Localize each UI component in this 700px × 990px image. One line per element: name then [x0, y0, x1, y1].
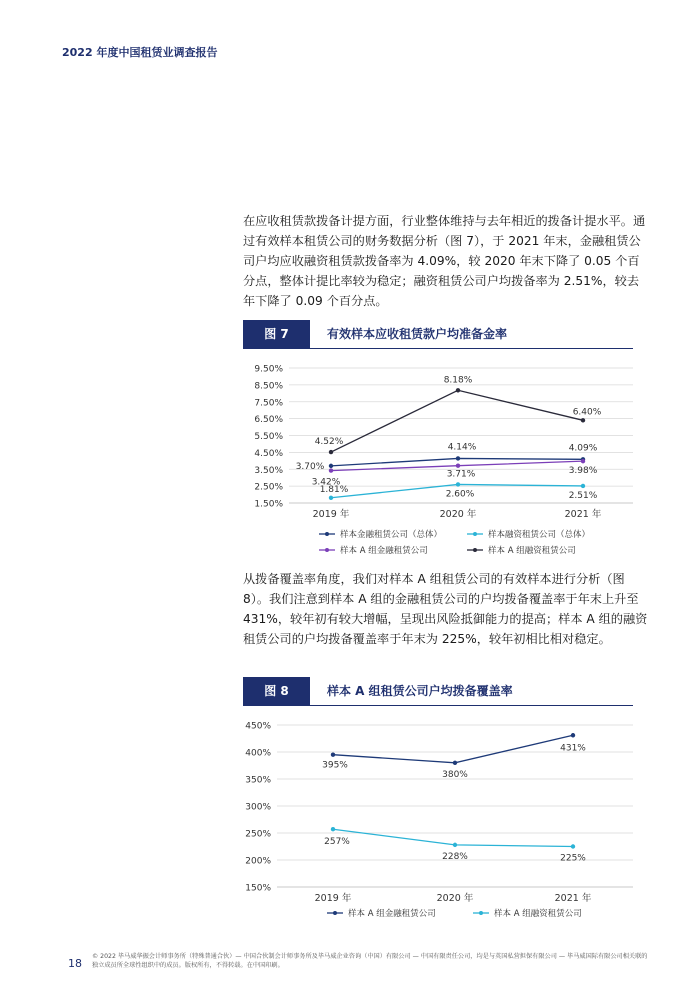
data-point: [329, 450, 333, 454]
y-tick-label: 300%: [245, 802, 271, 813]
data-point: [453, 843, 457, 847]
figure-8-header: [243, 677, 633, 706]
chart-coverage-ratio: [243, 713, 643, 928]
data-label: 6.40%: [572, 407, 602, 418]
data-label: 4.14%: [447, 442, 477, 453]
data-point: [456, 464, 460, 468]
data-label: 380%: [442, 769, 468, 780]
figure-7-badge: 图 7: [243, 320, 310, 348]
legend-label: 样本金融租赁公司（总体）: [340, 530, 443, 541]
legend-label: 样本 A 组融资租赁公司: [494, 909, 582, 920]
y-tick-label: 450%: [245, 721, 271, 732]
footer-copyright: © 2022 毕马威华振会计师事务所（特殊普通合伙）— 中国合伙制会计师事务所及毕马威企业咨询（中国）有限公司 — 中国有限责任公司，均是与英国私营担保有限公司 — 毕马威国际有限公司相关联的独立成员所全球性组织中的成员。版权所有，不得转载。在中国印刷。: [92, 953, 648, 969]
data-point: [329, 464, 333, 468]
figure-7-title: 有效样本应收租赁款户均准备金率: [327, 327, 508, 341]
data-label: 3.70%: [295, 461, 325, 472]
data-point: [453, 761, 457, 765]
x-tick-label: 2020 年: [436, 893, 474, 904]
y-tick-label: 1.50%: [254, 499, 283, 510]
legend-label: 样本 A 组融资租赁公司: [488, 546, 576, 557]
y-tick-label: 250%: [245, 829, 271, 840]
y-tick-label: 4.50%: [254, 448, 283, 459]
data-point: [329, 496, 333, 500]
y-tick-label: 6.50%: [254, 415, 283, 426]
page-number: 18: [68, 957, 82, 970]
x-tick-label: 2019 年: [314, 893, 352, 904]
data-label: 2.51%: [568, 490, 598, 501]
legend-marker: [333, 911, 337, 915]
series-line: [333, 735, 573, 763]
y-tick-label: 3.50%: [254, 465, 283, 476]
series-line: [333, 829, 573, 846]
legend-label: 样本 A 组金融租赁公司: [348, 909, 436, 920]
data-point: [331, 753, 335, 757]
data-point: [329, 468, 333, 472]
report-header-title: 2022 年度中国租赁业调查报告: [62, 46, 218, 59]
legend-label: 样本 A 组金融租赁公司: [340, 546, 428, 557]
data-point: [581, 484, 585, 488]
chart-provision-rate: [243, 356, 643, 561]
data-point: [456, 482, 460, 486]
data-label: 3.71%: [446, 469, 476, 480]
data-label: 395%: [322, 760, 348, 771]
x-tick-label: 2021 年: [564, 509, 602, 520]
data-point: [581, 418, 585, 422]
data-label: 228%: [442, 851, 468, 862]
data-label: 4.52%: [314, 437, 344, 448]
y-tick-label: 5.50%: [254, 432, 283, 442]
y-tick-label: 200%: [245, 856, 271, 867]
x-tick-label: 2019 年: [312, 509, 350, 520]
paragraph-coverage-ratio: 从拨备覆盖率角度，我们对样本 A 组租赁公司的有效样本进行分析（图 8）。我们注意到样本 A 组的金融租赁公司的户均拨备覆盖率于年末上升至 431%，较年初有较大增幅，呈现出风险抵御能力的提高；样本 A 组的融资租赁公司的户均拨备覆盖率于年末为 225%，较年初相比相对稳定。: [243, 572, 648, 646]
data-point: [571, 733, 575, 737]
data-label: 3.42%: [311, 477, 341, 488]
data-label: 225%: [560, 853, 586, 864]
figure-7-header: [243, 320, 633, 349]
data-point: [456, 388, 460, 392]
x-tick-label: 2020 年: [439, 509, 477, 520]
y-tick-label: 400%: [245, 748, 271, 759]
data-point: [456, 456, 460, 460]
data-label: 8.18%: [443, 375, 473, 386]
legend-marker: [325, 548, 329, 552]
y-tick-label: 7.50%: [254, 398, 283, 409]
data-label: 431%: [560, 743, 586, 754]
chart-coverage-ratio-svg: [243, 713, 643, 928]
legend-marker: [479, 911, 483, 915]
figure-8-badge: 图 8: [243, 677, 310, 705]
legend-label: 样本融资租赁公司（总体）: [488, 530, 591, 541]
data-label: 2.60%: [445, 489, 475, 500]
legend-marker: [473, 532, 477, 536]
data-point: [571, 844, 575, 848]
x-tick-label: 2021 年: [554, 893, 592, 904]
legend-marker: [473, 548, 477, 552]
legend-marker: [325, 532, 329, 536]
y-tick-label: 350%: [245, 775, 271, 786]
paragraph-provision-rate: 在应收租赁款拨备计提方面，行业整体维持与去年相近的拨备计提水平。通过有效样本租赁公司的财务数据分析（图 7），于 2021 年末，金融租赁公司户均应收融资租赁款拨备率为 4.09%，较 2020 年末下降了 0.05 个百分点，整体计提比率较为稳定；融资租赁公司户均拨备率为 2.51%，较去年下降了 0.09 个百分点。: [243, 214, 646, 308]
y-tick-label: 9.50%: [254, 364, 283, 375]
data-label: 4.09%: [568, 443, 598, 454]
data-label: 3.98%: [568, 466, 598, 477]
data-point: [331, 827, 335, 831]
chart-provision-rate-svg: [243, 356, 643, 561]
y-tick-label: 150%: [245, 883, 271, 894]
data-label: 257%: [324, 837, 350, 848]
data-point: [581, 459, 585, 463]
figure-8-title: 样本 A 组租赁公司户均拨备覆盖率: [327, 684, 513, 698]
y-tick-label: 8.50%: [254, 381, 283, 392]
y-tick-label: 2.50%: [254, 482, 283, 493]
data-label: 1.81%: [319, 484, 349, 495]
